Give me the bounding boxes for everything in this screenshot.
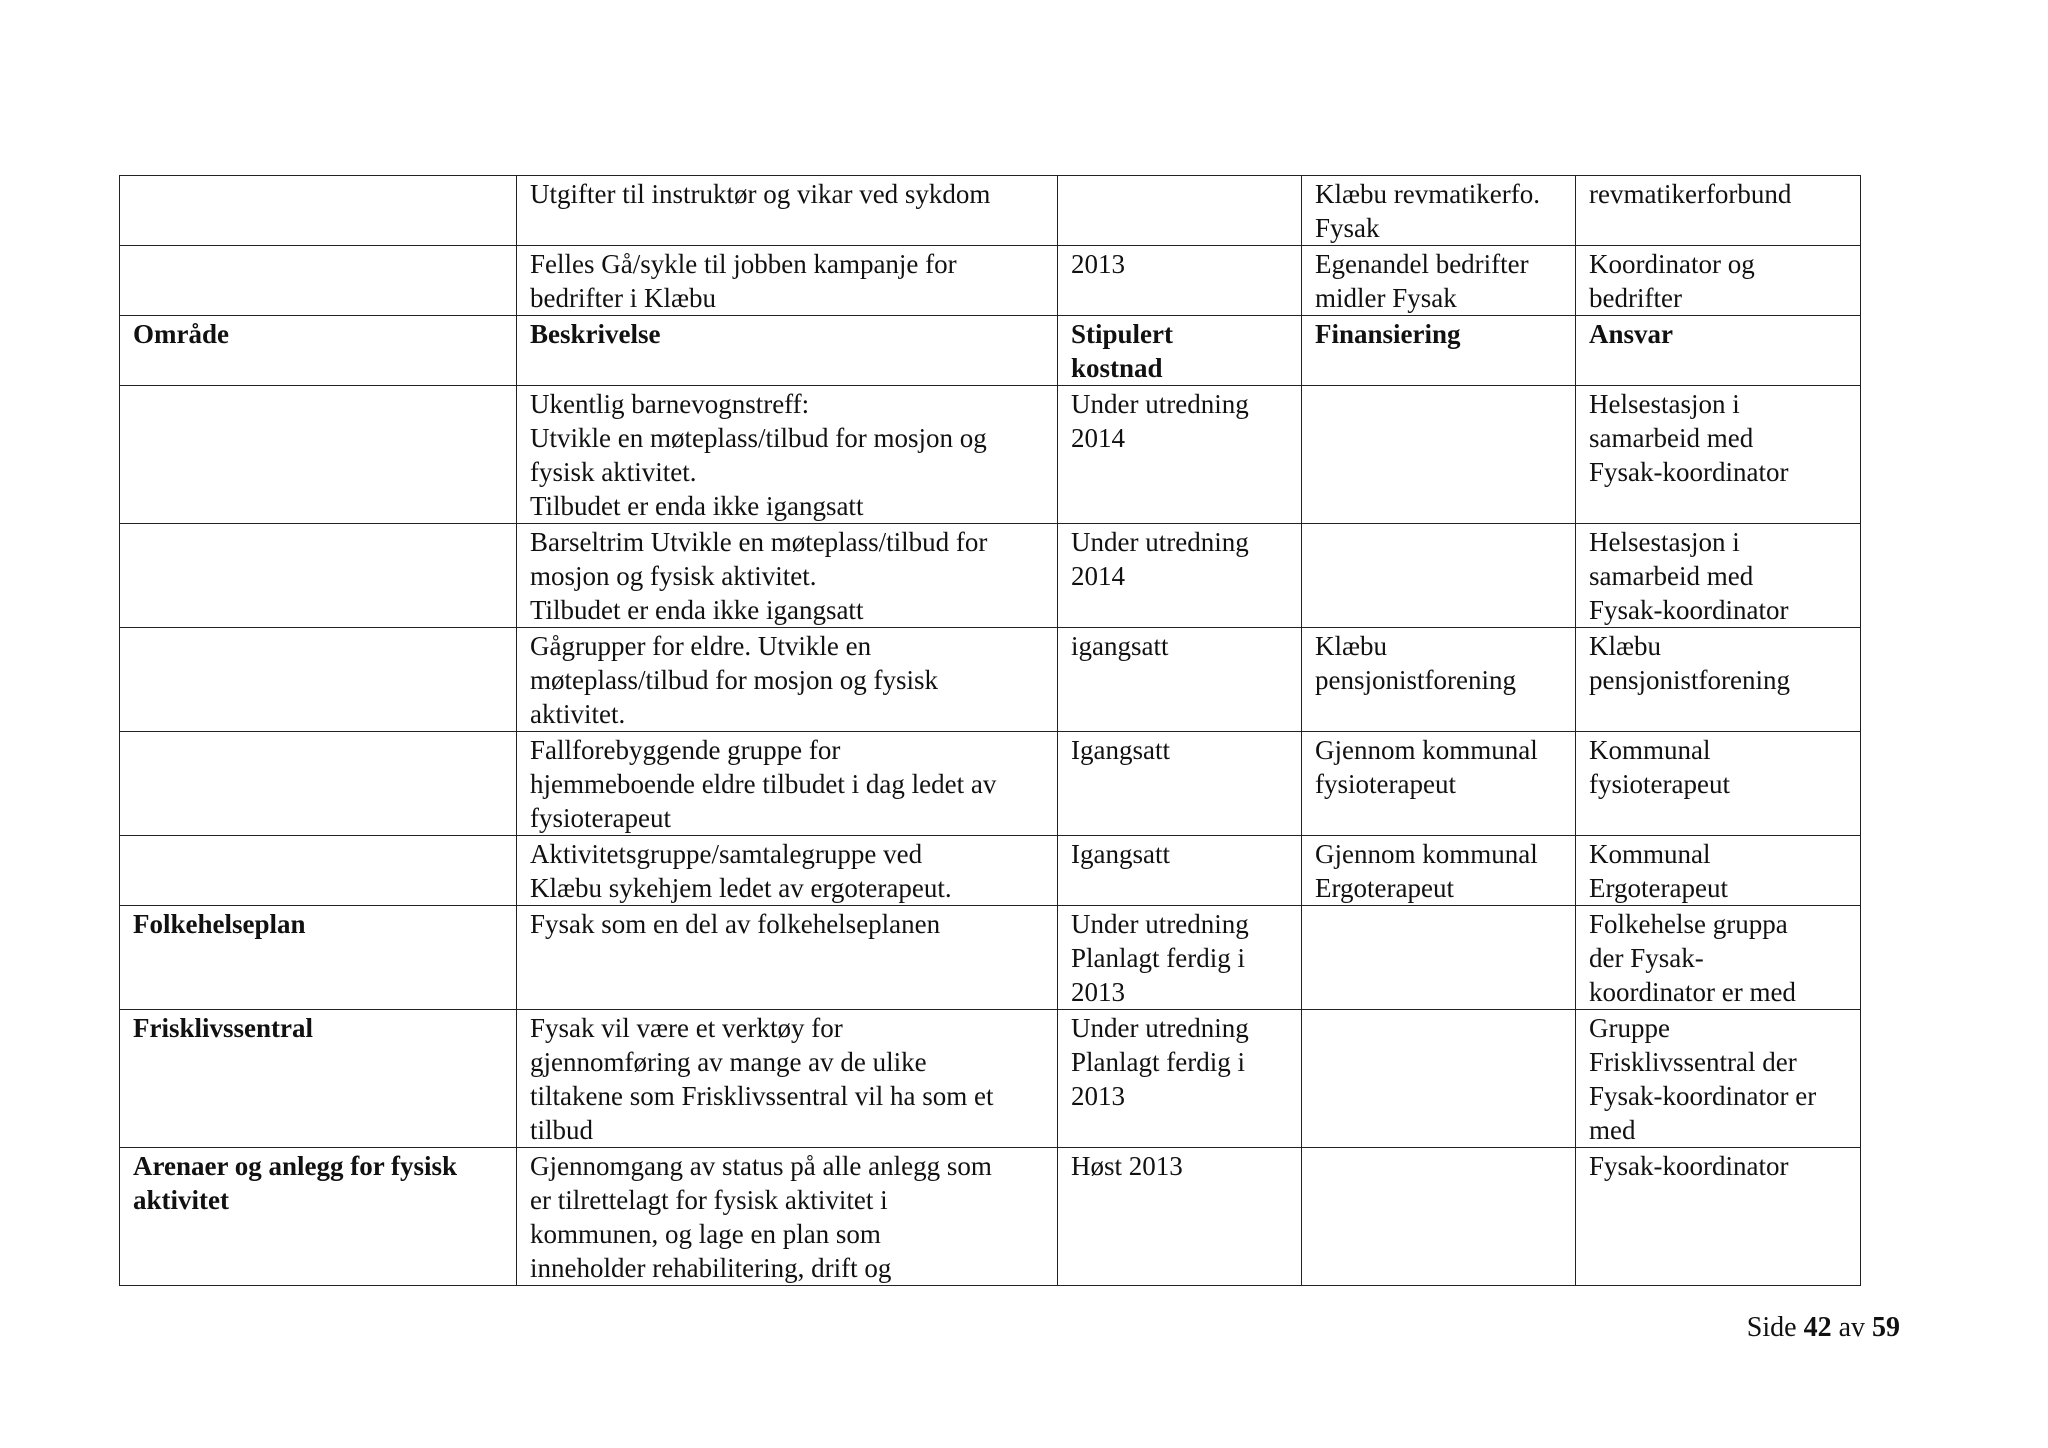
header-cell-omrade: Område <box>120 316 517 386</box>
page-footer <box>1747 1312 1900 1344</box>
cell-ansvar: Folkehelse gruppa der Fysak- koordinator er med <box>1576 906 1861 1010</box>
table-row <box>120 176 1861 246</box>
cell-finansiering <box>1302 524 1576 628</box>
cell-kostnad: Under utredning Planlagt ferdig i 2013 <box>1058 1010 1302 1148</box>
cell-omrade <box>120 386 517 524</box>
cell-omrade: Frisklivssentral <box>120 1010 517 1148</box>
header-cell-kostnad: Stipulert kostnad <box>1058 316 1302 386</box>
header-cell-ansvar: Ansvar <box>1576 316 1861 386</box>
cell-omrade <box>120 836 517 906</box>
cell-kostnad: Under utredning Planlagt ferdig i 2013 <box>1058 906 1302 1010</box>
cell-ansvar: Gruppe Frisklivssentral der Fysak-koordinator er med <box>1576 1010 1861 1148</box>
cell-ansvar: Fysak-koordinator <box>1576 1148 1861 1286</box>
footer-separator: av <box>1838 1312 1865 1343</box>
cell-kostnad: Høst 2013 <box>1058 1148 1302 1286</box>
cell-kostnad: Under utredning 2014 <box>1058 386 1302 524</box>
cell-beskrivelse: Gågrupper for eldre. Utvikle en møteplass/tilbud for mosjon og fysisk aktivitet. <box>517 628 1058 732</box>
cell-ansvar: revmatikerforbund <box>1576 176 1861 246</box>
cell-omrade: Folkehelseplan <box>120 906 517 1010</box>
cell-beskrivelse: Utgifter til instruktør og vikar ved sykdom <box>517 176 1058 246</box>
cell-beskrivelse: Ukentlig barnevognstreff: Utvikle en møteplass/tilbud for mosjon og fysisk aktivitet. Tilbudet er enda ikke igangsatt <box>517 386 1058 524</box>
cell-kostnad: Under utredning 2014 <box>1058 524 1302 628</box>
cell-kostnad <box>1058 176 1302 246</box>
cell-finansiering: Gjennom kommunal Ergoterapeut <box>1302 836 1576 906</box>
cell-finansiering <box>1302 386 1576 524</box>
cell-finansiering <box>1302 1148 1576 1286</box>
cell-ansvar: Klæbu pensjonistforening <box>1576 628 1861 732</box>
cell-omrade <box>120 524 517 628</box>
header-cell-finansiering: Finansiering <box>1302 316 1576 386</box>
table-row <box>120 524 1861 628</box>
cell-beskrivelse: Fysak vil være et verktøy for gjennomføring av mange av de ulike tiltakene som Frisklivssentral vil ha som et tilbud <box>517 1010 1058 1148</box>
footer-total-pages: 59 <box>1872 1312 1900 1343</box>
cell-omrade <box>120 246 517 316</box>
footer-page-number: 42 <box>1803 1312 1832 1343</box>
cell-ansvar: Kommunal fysioterapeut <box>1576 732 1861 836</box>
header-cell-beskrivelse: Beskrivelse <box>517 316 1058 386</box>
cell-ansvar: Koordinator og bedrifter <box>1576 246 1861 316</box>
cell-finansiering: Egenandel bedrifter midler Fysak <box>1302 246 1576 316</box>
cell-finansiering <box>1302 906 1576 1010</box>
cell-finansiering: Klæbu pensjonistforening <box>1302 628 1576 732</box>
cell-ansvar: Helsestasjon i samarbeid med Fysak-koordinator <box>1576 386 1861 524</box>
cell-finansiering: Klæbu revmatikerfo. Fysak <box>1302 176 1576 246</box>
cell-beskrivelse: Fallforebyggende gruppe for hjemmeboende eldre tilbudet i dag ledet av fysioterapeut <box>517 732 1058 836</box>
footer-prefix: Side <box>1746 1312 1797 1343</box>
table-row <box>120 732 1861 836</box>
table-header-row <box>120 316 1861 386</box>
cell-omrade <box>120 732 517 836</box>
cell-finansiering: Gjennom kommunal fysioterapeut <box>1302 732 1576 836</box>
cell-kostnad: Igangsatt <box>1058 836 1302 906</box>
cell-beskrivelse: Gjennomgang av status på alle anlegg som er tilrettelagt for fysisk aktivitet i kommunen, og lage en plan som inneholder rehabilitering, drift og <box>517 1148 1058 1286</box>
plan-table <box>119 175 1861 1286</box>
cell-beskrivelse: Aktivitetsgruppe/samtalegruppe ved Klæbu sykehjem ledet av ergoterapeut. <box>517 836 1058 906</box>
cell-beskrivelse: Barseltrim Utvikle en møteplass/tilbud for mosjon og fysisk aktivitet. Tilbudet er enda ikke igangsatt <box>517 524 1058 628</box>
cell-ansvar: Helsestasjon i samarbeid med Fysak-koordinator <box>1576 524 1861 628</box>
cell-omrade <box>120 176 517 246</box>
cell-kostnad: igangsatt <box>1058 628 1302 732</box>
cell-finansiering <box>1302 1010 1576 1148</box>
table-body <box>120 176 1861 1286</box>
cell-omrade: Arenaer og anlegg for fysisk aktivitet <box>120 1148 517 1286</box>
cell-beskrivelse: Fysak som en del av folkehelseplanen <box>517 906 1058 1010</box>
cell-ansvar: Kommunal Ergoterapeut <box>1576 836 1861 906</box>
cell-kostnad: Igangsatt <box>1058 732 1302 836</box>
table-row <box>120 628 1861 732</box>
table-row <box>120 1010 1861 1148</box>
table-row <box>120 386 1861 524</box>
table-row <box>120 906 1861 1010</box>
cell-kostnad: 2013 <box>1058 246 1302 316</box>
cell-beskrivelse: Felles Gå/sykle til jobben kampanje for bedrifter i Klæbu <box>517 246 1058 316</box>
table-row <box>120 1148 1861 1286</box>
table-row <box>120 246 1861 316</box>
cell-omrade <box>120 628 517 732</box>
table-row <box>120 836 1861 906</box>
